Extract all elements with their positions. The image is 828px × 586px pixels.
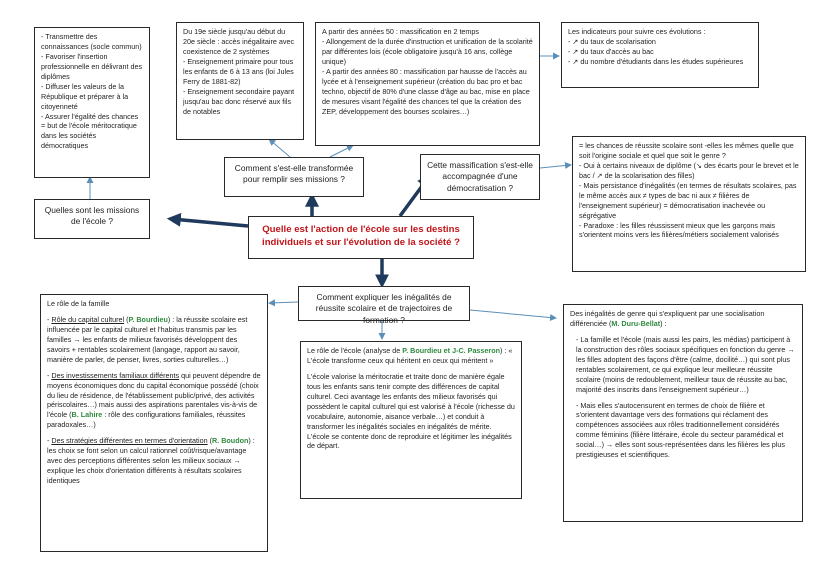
family-p3-text: : les choix se font selon un calcul rationnel coût/risque/avantage avec des perceptions différentes selon les milieux sociaux → explique les choix d'orientation différents à résultats scolaires identiques bbox=[47, 436, 255, 485]
democratisation-intro: = les chances de réussite scolaire sont -elles les mêmes quelle que soit l'origine sociale et quel que soit le genre ? bbox=[579, 141, 794, 160]
question-transform: Comment s'est-elle transformée pour remplir ses missions ? bbox=[224, 157, 364, 197]
family-p1-head: Rôle du capital culturel bbox=[51, 314, 125, 324]
history-19c-item: - Enseignement secondaire payant jusqu'au bac donc réservé aux fils de notables bbox=[183, 86, 295, 116]
massification-item: - Allongement de la durée d'instruction et unification de la scolarité par différentes lois (école obligatoire jusqu'à 16 ans, collège unique) bbox=[322, 36, 533, 66]
arrow-dem-to-box bbox=[540, 165, 570, 168]
missions-item: - Favoriser l'insertion professionnelle en délivrant des diplômes bbox=[41, 51, 143, 81]
massification-box bbox=[315, 22, 540, 146]
gender-intro bbox=[570, 309, 796, 329]
democratisation-item: - Oui à certains niveaux de diplôme (↘ des écarts pour le brevet et le bac / ↗ de la scolarisation des filles) bbox=[579, 160, 799, 180]
indicators-box bbox=[561, 22, 759, 88]
democratisation-item: - Mais persistance d'inégalités (en termes de résultats scolaires, pas le même accès aux ≠ types de bac ni aux ≠ filières de l'enseignement supérieur) = démocratisation inachevée ou ségrégative bbox=[579, 180, 797, 220]
gender-item: - Mais elles s'autocensurent en termes de choix de filière et s'orientent davantage vers des formations qui réclament des compétences associées aux rôles traditionnellement considérés comme féminins (filière littéraire, école du secteur paramédical et social…) → elles sont sous-représentées dans les filières les plus prestigieuses et scientifiques. bbox=[576, 400, 785, 460]
arrow-ineq-to-gender bbox=[470, 310, 555, 318]
gender-intro-end: ) : bbox=[660, 318, 667, 328]
family-point-strategies: - Des stratégies différentes en termes d'orientation (R. Boudon) : les choix se font selon un calcul rationnel coût/risque/avantage avec des perceptions différentes selon les milieux sociaux → explique les choix d'orientation différents à résultats scolaires identiques bbox=[47, 436, 255, 485]
author-bourdieu: P. Bourdieu bbox=[128, 314, 168, 324]
author-duru-bellat: M. Duru-Bellat bbox=[611, 318, 661, 328]
democratisation-item: - Paradoxe : les filles réussissent mieux que les garçons mais s'orientent moins vers les filières/métiers socialement valorisés bbox=[579, 220, 779, 240]
missions-item: - Assurer l'égalité des chances = but de l'école méritocratique dans les sociétés démocratiques bbox=[41, 111, 139, 151]
arrow-transform-to-19c bbox=[270, 140, 290, 157]
gender-intro-start: Des inégalités de genre qui s'expliquent par une socialisation différenciée ( bbox=[570, 309, 765, 328]
family-p2-text: qui peuvent dépendre de moyens économiques donc du capital économique possédé (choix du lieu de résidence, de l'établissement public/privé, des activités périscolaires…) mais aussi des aspirations parentales vis-à-vis de l'école bbox=[47, 370, 261, 420]
family-p3-head: Des stratégies différentes en termes d'orientation bbox=[51, 436, 208, 446]
family-point-investments: - Des investissements familiaux différents qui peuvent dépendre de moyens économiques donc du capital économique possédé (choix du lieu de résidence, de l'établissement public/privé, des activités périscolaires…) mais aussi des aspirations parentales vis-à-vis de l'école (B. Lahire : rôle des configurations familiales, réussites paradoxales…) bbox=[47, 370, 261, 430]
family-p2-tail: : rôle des configurations familiales, réussites paradoxales…) bbox=[47, 410, 246, 430]
massification-item: - A partir des années 80 : massification par hausse de l'accès au lycée et à l'enseignement supérieur (création du bac pro et bac techno, objectif de 80% d'une classe d'âge au bac, mise en place de mesures visant l'égalité des chances tel que la création des ZEP, développement des bourses scolaires…) bbox=[322, 66, 530, 116]
arrow-central-to-missions bbox=[172, 219, 248, 226]
history-19c-item: - Enseignement primaire pour tous les enfants de 6 à 13 ans (loi Jules Ferry de 1881-82) bbox=[183, 56, 294, 86]
family-p2-head: Des investissements familiaux différents bbox=[51, 370, 180, 380]
missions-item: - Transmettre des connaissances (socle commun) bbox=[41, 32, 142, 51]
question-inequalities: Comment expliquer les inégalités de réussite scolaire et de trajectoires de formation ? bbox=[298, 286, 470, 321]
school-title-start: Le rôle de l'école (analyse de bbox=[307, 346, 401, 355]
school-title bbox=[307, 346, 515, 366]
author-boudon: R. Boudon bbox=[212, 436, 249, 446]
history-19c-box bbox=[176, 22, 304, 140]
democratisation-box bbox=[572, 136, 806, 272]
indicators-item: - ↗ du taux d'accès au bac bbox=[568, 46, 654, 56]
gender-item: - La famille et l'école (mais aussi les pairs, les médias) participent à la construction des rôles sociaux spécifiques en fonction du genre → les filles adoptent des façons d'être (calme, docilité…) qui sont plus rentables scolairement, ce qui explique leur meilleure réussite scolaire (moins de redoublement, meilleur taux de réussite au bac, majorité des inscrits dans l'enseignement supérieur…) bbox=[576, 334, 795, 394]
history-19c-intro: Du 19e siècle jusqu'au début du 20e siècle : accès inégalitaire avec coexistence de 2 systèmes bbox=[183, 27, 295, 56]
indicators-intro: Les indicateurs pour suivre ces évolutions : bbox=[568, 27, 706, 36]
missions-box bbox=[34, 27, 150, 178]
arrow-ineq-to-family bbox=[270, 302, 298, 303]
indicators-item: - ↗ du taux de scolarisation bbox=[568, 36, 656, 46]
family-role-box bbox=[40, 294, 268, 552]
school-title-end: ) : « L'école transforme ceux qui héritent en ceux qui méritent » bbox=[307, 346, 513, 365]
missions-item: - Diffuser les valeurs de la République et préparer à la citoyenneté bbox=[41, 81, 129, 111]
arrow-transform-to-mass bbox=[330, 146, 352, 157]
question-missions: Quelles sont les missions de l'école ? bbox=[34, 199, 150, 239]
central-question: Quelle est l'action de l'école sur les destins individuels et sur l'évolution de la société ? bbox=[248, 216, 474, 259]
author-lahire: B. Lahire bbox=[71, 410, 103, 420]
family-p1-text: : la réussite scolaire est influencée par le capital culturel et l'habitus transmis par les familles → les enfants de milieux favorisés développent des savoirs + rentables scolairement (langage, rapport au savoir, manière de parler, de penser, livres, sorties culturelles…) bbox=[47, 314, 248, 364]
gender-box bbox=[563, 304, 803, 522]
school-role-box bbox=[300, 341, 522, 499]
massification-intro: A partir des années 50 : massification en 2 temps bbox=[322, 27, 480, 36]
school-body: L'école valorise la méritocratie et traite donc de manière égale tous les enfants sans tenir compte des différences de capital culturel. Ceci avantage les enfants des milieux favorisés qui possèdent le capital culturel qui est valorisé à l'école (richesse du vocabulaire, autonomie, aisance verbale…) et conduit à transformer les inégalités sociales en inégalités de mérite. L'école se contente donc de reproduire et légitimer les inégalités de départ. bbox=[307, 371, 515, 451]
family-title: Le rôle de la famille bbox=[47, 299, 110, 308]
author-bourdieu-passeron: P. Bourdieu et J-C. Passeron bbox=[402, 346, 501, 355]
family-point-cultural-capital: - Rôle du capital culturel (P. Bourdieu) : la réussite scolaire est influencée par le capital culturel et l'habitus transmis par les familles → les enfants de milieux favorisés développent des savoirs + rentables scolairement (langage, rapport au savoir, manière de parler, de penser, livres, sorties culturelles…) bbox=[47, 314, 248, 364]
indicators-item: - ↗ du nombre d'étudiants dans les études supérieures bbox=[568, 56, 744, 66]
question-democratisation: Cette massification s'est-elle accompagnée d'une démocratisation ? bbox=[420, 154, 540, 200]
